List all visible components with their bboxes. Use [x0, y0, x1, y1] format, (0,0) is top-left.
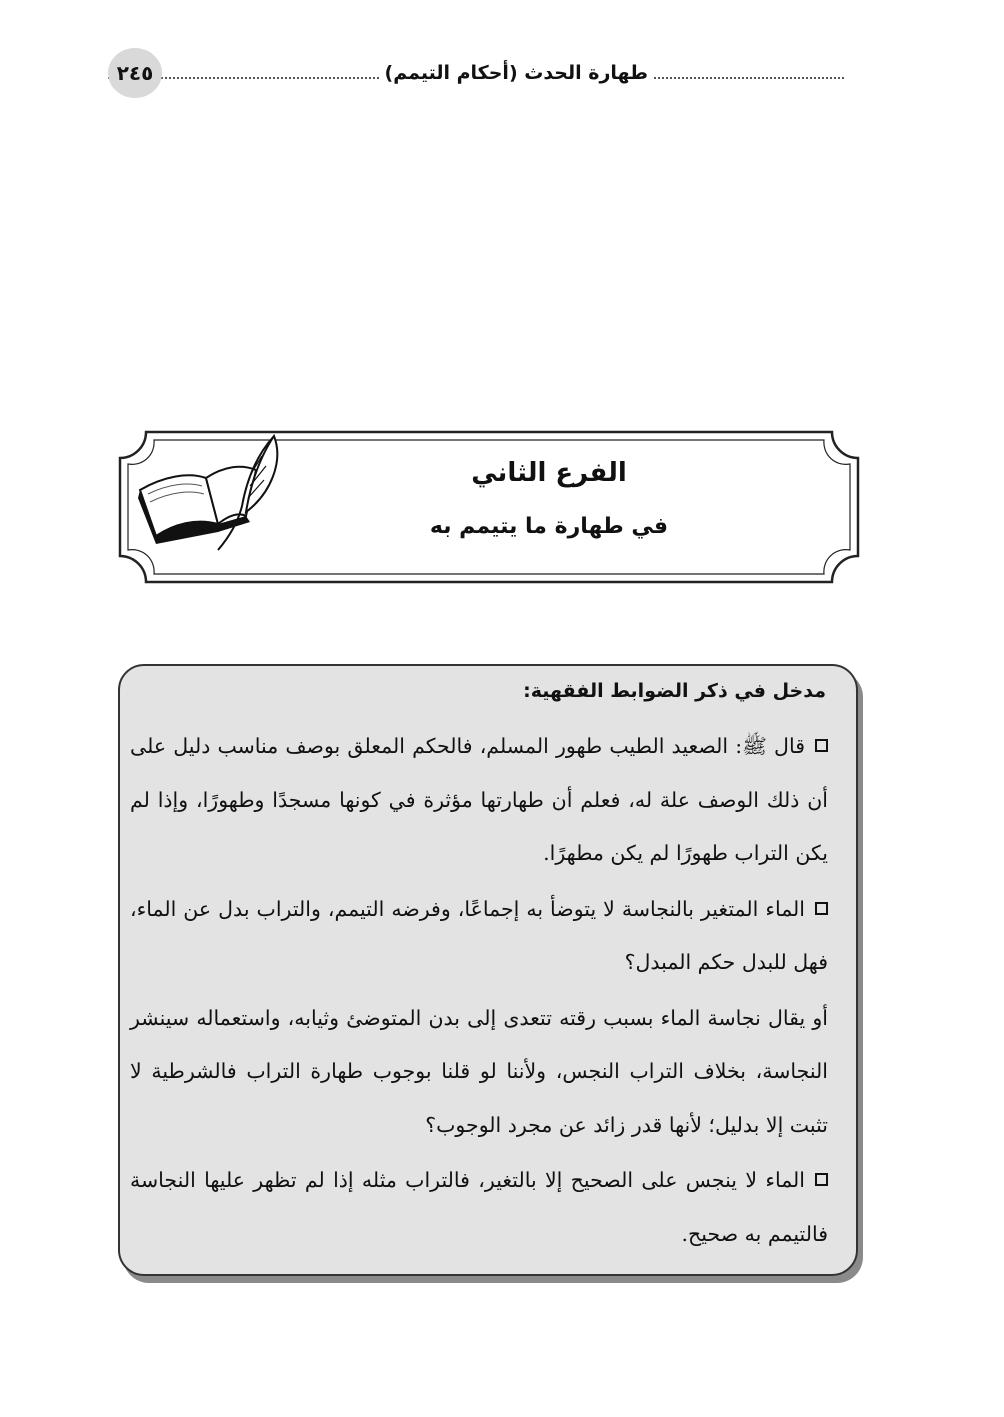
square-bullet-icon	[815, 902, 828, 915]
square-bullet-icon	[815, 1173, 828, 1186]
rule-paragraph-4	[130, 1154, 828, 1261]
rule-text-1: قال ﷺ: الصعيد الطيب طهور المسلم، فالحكم المعلق بوصف مناسب دليل على أن ذلك الوصف علة له، فعلم أن طهارتها مؤثرة في كونها مسجدًا وطهورًا، وإذا لم يكن التراب طهورًا لم يكن مطهرًا.	[130, 734, 828, 865]
banner-subtitle: في طهارة ما يتيمم به	[429, 514, 669, 539]
book-quill-icon	[134, 432, 284, 558]
rules-heading: مدخل في ذكر الضوابط الفقهية:	[523, 680, 826, 702]
page-number: ٢٤٥	[108, 48, 162, 98]
rule-paragraph-3	[130, 992, 828, 1153]
rule-paragraph-2	[130, 883, 828, 990]
rule-paragraph-1	[130, 720, 828, 881]
rules-body	[130, 720, 828, 1263]
rule-text-3: أو يقال نجاسة الماء بسبب رقته تتعدى إلى بدن المتوضئ وثيابه، واستعماله سينشر النجاسة، بخلاف التراب النجس، ولأننا لو قلنا بوجوب طهارة التراب فالشرطية لا تثبت إلا بدليل؛ لأنها قدر زائد عن مجرد الوجوب؟	[130, 1005, 828, 1137]
running-header	[108, 48, 844, 98]
section-banner	[116, 426, 862, 588]
rule-text-2: الماء المتغير بالنجاسة لا يتوضأ به إجماعًا، وفرضه التيمم، والتراب بدل عن الماء، فهل للبدل حكم المبدل؟	[130, 896, 828, 974]
rule-text-4: الماء لا ينجس على الصحيح إلا بالتغير، فالتراب مثله إذا لم تظهر عليها النجاسة فالتيمم به صحيح.	[130, 1168, 828, 1246]
square-bullet-icon	[815, 739, 828, 752]
header-title: طهارة الحدث (أحكام التيمم)	[384, 62, 648, 84]
header-dots-right	[654, 77, 844, 79]
rules-box	[118, 664, 858, 1276]
banner-title: الفرع الثاني	[471, 458, 627, 488]
